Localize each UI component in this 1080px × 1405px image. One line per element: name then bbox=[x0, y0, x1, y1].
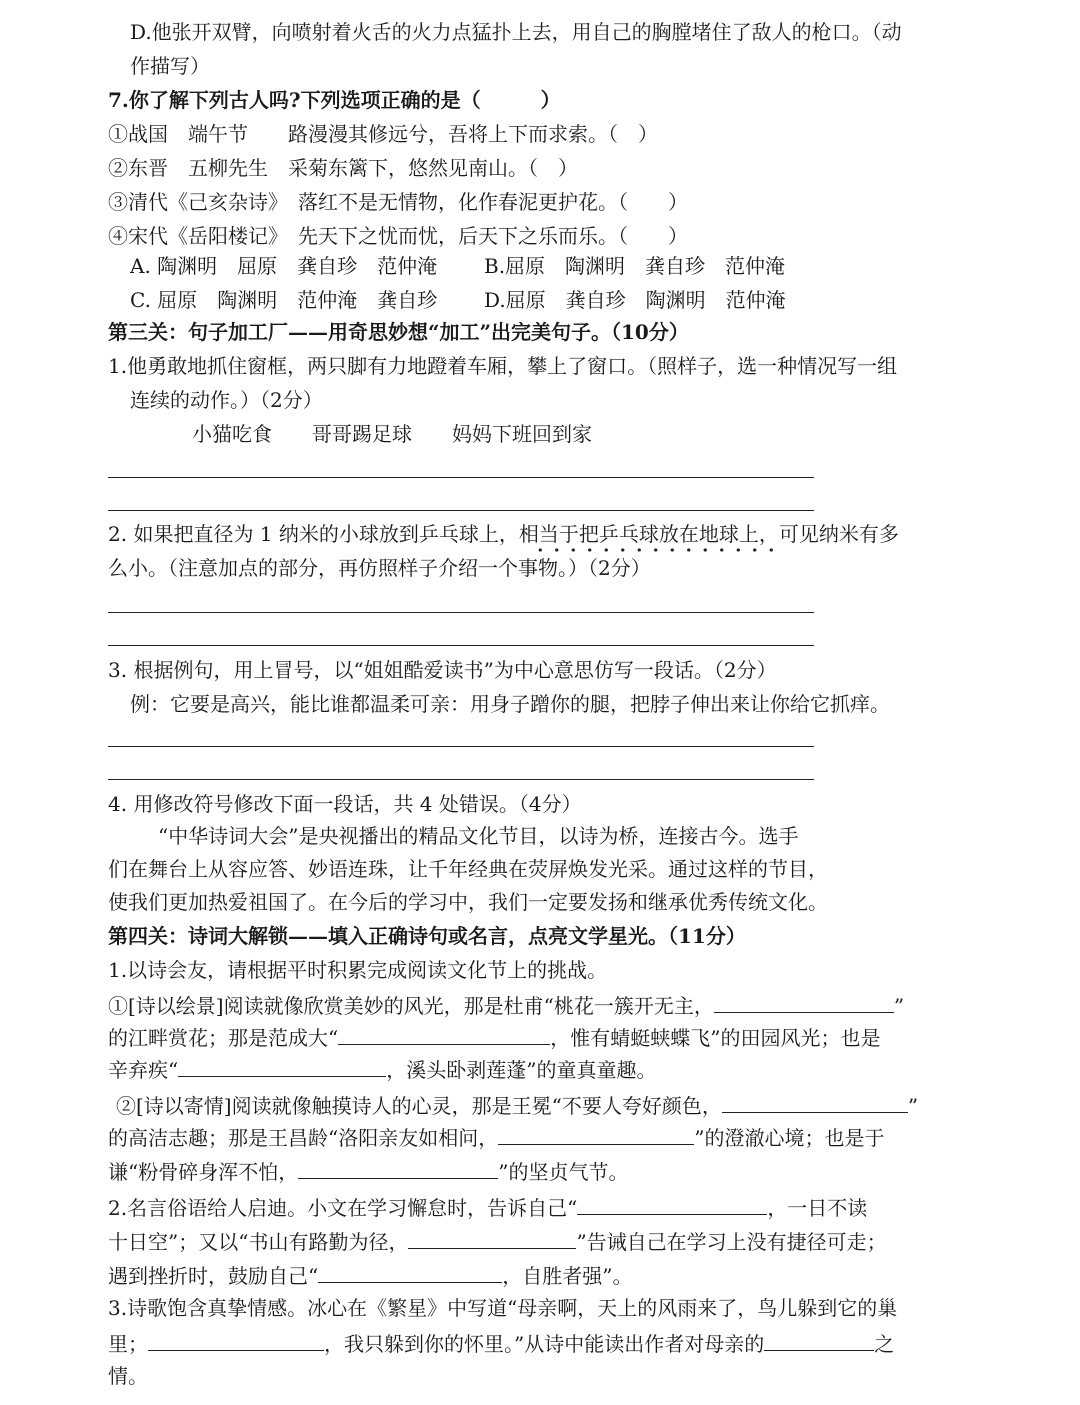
q7-option-b: B.屈原 陶渊明 龚自珍 范仲淹 bbox=[484, 254, 786, 278]
fill-blank[interactable] bbox=[148, 1328, 324, 1351]
s3-q1-options: 小猫吃食 哥哥踢足球 妈妈下班回到家 bbox=[192, 422, 592, 446]
s3-q4-paragraph-3: 使我们更加热爱祖国了。在今后的学习中，我们一定要发扬和继承优秀传统文化。 bbox=[108, 890, 828, 914]
s3-q3-example: 例：它要是高兴，能比谁都温柔可亲：用身子蹭你的腿，把脖子伸出来让你给它抓痒。 bbox=[130, 692, 890, 716]
section-4-title: 第四关：诗词大解锁——填入正确诗句或名言，点亮文学星光。（11分） bbox=[108, 924, 746, 948]
s4-q3-line2: 里； ，我只躲到你的怀里。”从诗中能读出作者对母亲的 之 bbox=[108, 1328, 894, 1358]
fill-blank[interactable] bbox=[408, 1226, 576, 1249]
q7-item-1: ①战国 端午节 路漫漫其修远兮，吾将上下而求索。（ ） bbox=[108, 122, 658, 146]
s3-q3-line1: 3. 根据例句，用上冒号，以“姐姐酷爱读书”为中心意思仿写一段话。（2分） bbox=[108, 658, 777, 682]
s3-q2-line2: 么小。（注意加点的部分，再仿照样子介绍一个事物。）（2分） bbox=[108, 556, 651, 580]
fill-blank[interactable] bbox=[714, 990, 894, 1013]
q7-item-4: ④宋代《岳阳楼记》 先天下之忧而忧，后天下之乐而乐。（ ） bbox=[108, 224, 688, 248]
answer-line[interactable] bbox=[108, 477, 814, 478]
s4-q1a-line3: 辛弃疾“ ，溪头卧剥莲蓬”的童真童趣。 bbox=[108, 1054, 656, 1084]
s4-q3-line1: 3.诗歌饱含真挚情感。冰心在《繁星》中写道“母亲啊，天上的风雨来了，鸟儿躲到它的巢 bbox=[108, 1296, 898, 1320]
fill-blank[interactable] bbox=[498, 1122, 694, 1145]
q7-item-3: ③清代《己亥杂诗》 落红不是无情物，化作春泥更护花。（ ） bbox=[108, 190, 688, 214]
s4-q1a-line1: ①[诗以绘景]阅读就像欣赏美妙的风光，那是杜甫“桃花一簇开无主， ” bbox=[108, 990, 904, 1020]
s4-q1b-line2: 的高洁志趣；那是王昌龄“洛阳亲友如相问， ”的澄澈心境；也是于 bbox=[108, 1122, 884, 1152]
s3-q1-line1: 1.他勇敢地抓住窗框，两只脚有力地蹬着车厢，攀上了窗口。（照样子，选一种情况写一组 bbox=[108, 354, 898, 378]
s4-q1-intro: 1.以诗会友，请根据平时积累完成阅读文化节上的挑战。 bbox=[108, 958, 608, 982]
s4-q3-line3: 情。 bbox=[108, 1364, 148, 1388]
s3-q2-line1: 2. 如果把直径为 1 纳米的小球放到乒乓球上，相当于把乒乓球放在地球上，可见纳米有多 bbox=[108, 522, 899, 546]
s3-q4-paragraph-2: 们在舞台上从容应答、妙语连珠，让千年经典在荧屏焕发光采。通过这样的节目， bbox=[108, 857, 828, 881]
q6-option-d-line2: 作描写） bbox=[130, 54, 210, 78]
q6-option-d-line1: D.他张开双臂，向喷射着火舌的火力点猛扑上去，用自己的胸膛堵住了敌人的枪口。（动 bbox=[130, 20, 902, 44]
section-3-title: 第三关：句子加工厂——用奇思妙想“加工”出完美句子。（10分） bbox=[108, 320, 689, 344]
answer-line[interactable] bbox=[108, 612, 814, 613]
answer-line[interactable] bbox=[108, 746, 814, 747]
fill-blank[interactable] bbox=[722, 1090, 908, 1113]
fill-blank[interactable] bbox=[318, 1260, 502, 1283]
fill-blank[interactable] bbox=[764, 1328, 874, 1351]
fill-blank[interactable] bbox=[298, 1156, 498, 1179]
s3-q4-line1: 4. 用修改符号修改下面一段话，共 4 处错误。（4分） bbox=[108, 792, 582, 816]
q7-title: 7.你了解下列古人吗?下列选项正确的是（ ） bbox=[108, 88, 561, 112]
s3-q4-paragraph-1: “中华诗词大会”是央视播出的精品文化节目，以诗为桥，连接古今。选手 bbox=[158, 824, 799, 848]
s4-q2-line3: 遇到挫折时，鼓励自己“ ，自胜者强”。 bbox=[108, 1260, 632, 1290]
fill-blank[interactable] bbox=[577, 1192, 767, 1215]
s4-q1b-line3: 谦“粉骨碎身浑不怕， ”的坚贞气节。 bbox=[108, 1156, 628, 1186]
answer-line[interactable] bbox=[108, 779, 814, 780]
s4-q2-line1: 2.名言俗语给人启迪。小文在学习懈怠时，告诉自己“ ，一日不读 bbox=[108, 1192, 867, 1222]
q7-item-2: ②东晋 五柳先生 采菊东篱下，悠然见南山。（ ） bbox=[108, 156, 578, 180]
fill-blank[interactable] bbox=[338, 1022, 550, 1045]
s4-q1a-line2: 的江畔赏花；那是范成大“ ，惟有蜻蜓蛱蝶飞”的田园风光；也是 bbox=[108, 1022, 880, 1052]
fill-blank[interactable] bbox=[178, 1054, 386, 1077]
q7-option-a: A. 陶渊明 屈原 龚自珍 范仲淹 bbox=[130, 254, 438, 278]
s4-q2-line2: 十日空”；又以“书山有路勤为径， ”告诫自己在学习上没有捷径可走； bbox=[108, 1226, 887, 1256]
q7-option-d: D.屈原 龚自珍 陶渊明 范仲淹 bbox=[484, 288, 786, 312]
s3-q1-line2: 连续的动作。）（2分） bbox=[130, 388, 323, 412]
q7-option-c: C. 屈原 陶渊明 范仲淹 龚自珍 bbox=[130, 288, 438, 312]
answer-line[interactable] bbox=[108, 645, 814, 646]
emphasis-dots bbox=[532, 548, 782, 552]
answer-line[interactable] bbox=[108, 510, 814, 511]
s4-q1b-line1: ②[诗以寄情]阅读就像触摸诗人的心灵，那是王冕“不要人夸好颜色， ” bbox=[116, 1090, 918, 1120]
